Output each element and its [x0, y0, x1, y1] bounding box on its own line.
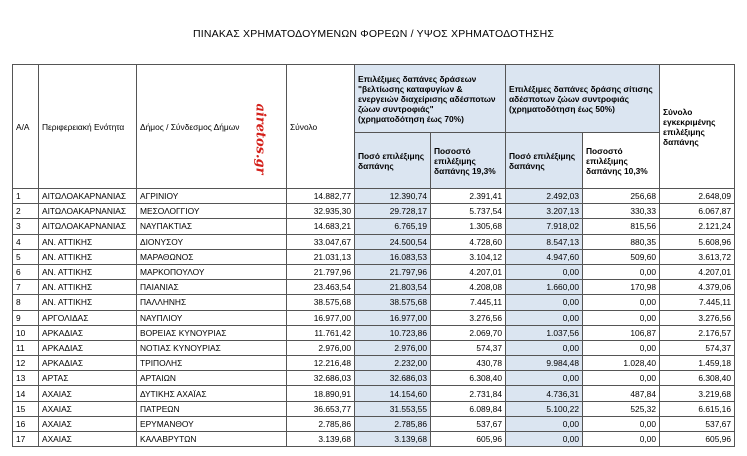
cell-municipality: ΝΑΥΠΛΙΟΥ: [137, 310, 287, 325]
cell-g2-amount: 9.984,48: [506, 356, 583, 371]
cell-region: ΑΝ. ΑΤΤΙΚΗΣ: [39, 295, 137, 310]
watermark-text: airetos.gr: [252, 103, 268, 175]
cell-g2-pct: 106,87: [583, 325, 660, 340]
cell-approved: 605,96: [660, 432, 735, 447]
cell-municipality: ΝΟΤΙΑΣ ΚΥΝΟΥΡΙΑΣ: [137, 340, 287, 355]
col-header-approved: Σύνολο εγκεκριμένης επιλέξιμης δαπάνης: [660, 65, 735, 189]
cell-approved: 5.608,96: [660, 234, 735, 249]
cell-total: 14.882,77: [287, 189, 355, 204]
cell-aa: 15: [13, 401, 39, 416]
cell-aa: 4: [13, 234, 39, 249]
cell-region: ΑΝ. ΑΤΤΙΚΗΣ: [39, 249, 137, 264]
col-header-g2-pct: Ποσοστό επιλέξιμης δαπάνης 10,3%: [583, 133, 660, 189]
cell-region: ΑΡΤΑΣ: [39, 371, 137, 386]
cell-g1-pct: 1.305,68: [431, 219, 506, 234]
cell-g2-amount: 0,00: [506, 310, 583, 325]
cell-region: ΑΙΤΩΛΟΑΚΑΡΝΑΝΙΑΣ: [39, 219, 137, 234]
cell-g2-pct: 256,68: [583, 189, 660, 204]
cell-region: ΑΙΤΩΛΟΑΚΑΡΝΑΝΙΑΣ: [39, 204, 137, 219]
cell-total: 11.761,42: [287, 325, 355, 340]
cell-municipality: ΚΑΛΑΒΡΥΤΩΝ: [137, 432, 287, 447]
cell-g2-amount: 0,00: [506, 295, 583, 310]
cell-approved: 7.445,11: [660, 295, 735, 310]
cell-g1-amount: 16.083,53: [355, 249, 431, 264]
cell-g2-amount: 2.492,03: [506, 189, 583, 204]
table-row: [13, 416, 735, 431]
cell-approved: 6.615,16: [660, 401, 735, 416]
col-header-group-feeding: Επιλέξιμες δαπάνες δράσης σίτισης αδέσποτων ζώων συντροφιάς (χρηματοδότηση έως 50%): [506, 65, 660, 133]
table-row: [13, 386, 735, 401]
cell-g1-amount: 2.976,00: [355, 340, 431, 355]
cell-total: 32.686,03: [287, 371, 355, 386]
cell-g2-pct: 0,00: [583, 371, 660, 386]
table-row: [13, 340, 735, 355]
col-header-g1-amount: Ποσό επιλέξιμης δαπάνης: [355, 133, 431, 189]
cell-aa: 7: [13, 280, 39, 295]
cell-g2-pct: 1.028,40: [583, 356, 660, 371]
cell-g1-amount: 24.500,54: [355, 234, 431, 249]
cell-region: ΑΝ. ΑΤΤΙΚΗΣ: [39, 280, 137, 295]
cell-g1-amount: 32.686,03: [355, 371, 431, 386]
cell-aa: 10: [13, 325, 39, 340]
cell-g2-pct: 0,00: [583, 310, 660, 325]
cell-municipality: ΜΑΡΑΘΩΝΟΣ: [137, 249, 287, 264]
page-title: ΠΙΝΑΚΑΣ ΧΡΗΜΑΤΟΔΟΥΜΕΝΩΝ ΦΟΡΕΩΝ / ΥΨΟΣ ΧΡΗΜΑΤΟΔΟΤΗΣΗΣ: [192, 28, 555, 40]
table-row: [13, 310, 735, 325]
col-header-group-shelters: Επιλέξιμες δαπάνες δράσεων "βελτίωσης καταφυγίων & ενεργειών διαχείρισης αδέσποτων ζώων συντροφιάς" (χρηματοδότηση έως 70%): [355, 65, 506, 133]
cell-municipality: ΑΡΤΑΙΩΝ: [137, 371, 287, 386]
cell-aa: 6: [13, 264, 39, 279]
cell-total: 14.683,21: [287, 219, 355, 234]
cell-g2-amount: 7.918,02: [506, 219, 583, 234]
cell-municipality: ΜΑΡΚΟΠΟΥΛΟΥ: [137, 264, 287, 279]
table-row: [13, 264, 735, 279]
table-row: [13, 234, 735, 249]
funding-table: [12, 64, 735, 447]
cell-total: 3.139,68: [287, 432, 355, 447]
cell-aa: 3: [13, 219, 39, 234]
cell-total: 12.216,48: [287, 356, 355, 371]
cell-aa: 2: [13, 204, 39, 219]
col-header-region: Περιφερειακή Ενότητα: [39, 65, 137, 189]
cell-municipality: ΔΥΤΙΚΗΣ ΑΧΑΪΑΣ: [137, 386, 287, 401]
cell-g2-pct: 525,32: [583, 401, 660, 416]
cell-g1-pct: 7.445,11: [431, 295, 506, 310]
cell-g2-amount: 0,00: [506, 371, 583, 386]
cell-g1-pct: 2.069,70: [431, 325, 506, 340]
cell-approved: 2.648,09: [660, 189, 735, 204]
cell-approved: 6.308,40: [660, 371, 735, 386]
cell-aa: 5: [13, 249, 39, 264]
table-row: [13, 371, 735, 386]
cell-g1-pct: 2.731,84: [431, 386, 506, 401]
cell-g1-pct: 605,96: [431, 432, 506, 447]
table-row: [13, 325, 735, 340]
watermark-logo: [252, 100, 268, 178]
col-header-g1-pct: Ποσοστό επιλέξιμης δαπάνης 19,3%: [431, 133, 506, 189]
cell-total: 18.890,91: [287, 386, 355, 401]
cell-aa: 9: [13, 310, 39, 325]
cell-g1-amount: 3.139,68: [355, 432, 431, 447]
table-body: [13, 189, 735, 447]
cell-aa: 14: [13, 386, 39, 401]
table-row: [13, 432, 735, 447]
cell-region: ΑΝ. ΑΤΤΙΚΗΣ: [39, 264, 137, 279]
cell-total: 21.031,13: [287, 249, 355, 264]
cell-g1-amount: 31.553,55: [355, 401, 431, 416]
table-row: [13, 295, 735, 310]
cell-g2-amount: 1.660,00: [506, 280, 583, 295]
cell-total: 16.977,00: [287, 310, 355, 325]
cell-region: ΑΡΚΑΔΙΑΣ: [39, 325, 137, 340]
cell-region: ΑΧΑΙΑΣ: [39, 432, 137, 447]
cell-g2-amount: 0,00: [506, 432, 583, 447]
cell-approved: 1.459,18: [660, 356, 735, 371]
cell-g1-amount: 6.765,19: [355, 219, 431, 234]
cell-municipality: ΜΕΣΟΛΟΓΓΙΟΥ: [137, 204, 287, 219]
cell-region: ΑΡΚΑΔΙΑΣ: [39, 356, 137, 371]
cell-aa: 11: [13, 340, 39, 355]
cell-municipality: ΝΑΥΠΑΚΤΙΑΣ: [137, 219, 287, 234]
cell-approved: 6.067,87: [660, 204, 735, 219]
cell-g2-amount: 3.207,13: [506, 204, 583, 219]
cell-municipality: ΕΡΥΜΑΝΘΟΥ: [137, 416, 287, 431]
cell-g1-amount: 21.797,96: [355, 264, 431, 279]
cell-g1-amount: 2.232,00: [355, 356, 431, 371]
cell-approved: 574,37: [660, 340, 735, 355]
table-row: [13, 189, 735, 204]
cell-approved: 537,67: [660, 416, 735, 431]
cell-aa: 16: [13, 416, 39, 431]
cell-approved: 2.176,57: [660, 325, 735, 340]
cell-municipality: ΑΓΡΙΝΙΟΥ: [137, 189, 287, 204]
cell-total: 21.797,96: [287, 264, 355, 279]
cell-g2-amount: 0,00: [506, 416, 583, 431]
cell-municipality: ΤΡΙΠΟΛΗΣ: [137, 356, 287, 371]
cell-g1-amount: 29.728,17: [355, 204, 431, 219]
cell-g1-amount: 12.390,74: [355, 189, 431, 204]
cell-g2-pct: 0,00: [583, 416, 660, 431]
cell-g1-amount: 38.575,68: [355, 295, 431, 310]
cell-total: 38.575,68: [287, 295, 355, 310]
cell-municipality: ΠΑΛΛΗΝΗΣ: [137, 295, 287, 310]
cell-approved: 3.613,72: [660, 249, 735, 264]
cell-approved: 4.379,06: [660, 280, 735, 295]
cell-g2-pct: 487,84: [583, 386, 660, 401]
cell-g1-pct: 3.104,12: [431, 249, 506, 264]
cell-aa: 8: [13, 295, 39, 310]
cell-g1-amount: 21.803,54: [355, 280, 431, 295]
cell-g2-pct: 815,56: [583, 219, 660, 234]
table-row: [13, 401, 735, 416]
cell-g2-pct: 509,60: [583, 249, 660, 264]
cell-g1-pct: 2.391,41: [431, 189, 506, 204]
cell-region: ΑΙΤΩΛΟΑΚΑΡΝΑΝΙΑΣ: [39, 189, 137, 204]
cell-g2-pct: 0,00: [583, 264, 660, 279]
col-header-municipality: Δήμος / Σύνδεσμος Δήμων: [137, 65, 287, 189]
cell-g2-pct: 0,00: [583, 295, 660, 310]
cell-aa: 1: [13, 189, 39, 204]
table-row: [13, 204, 735, 219]
cell-region: ΑΡΓΟΛΙΔΑΣ: [39, 310, 137, 325]
cell-region: ΑΧΑΙΑΣ: [39, 416, 137, 431]
cell-municipality: ΔΙΟΝΥΣΟΥ: [137, 234, 287, 249]
cell-g2-amount: 4.947,60: [506, 249, 583, 264]
cell-g1-pct: 3.276,56: [431, 310, 506, 325]
cell-approved: 3.276,56: [660, 310, 735, 325]
cell-total: 33.047,67: [287, 234, 355, 249]
cell-region: ΑΧΑΙΑΣ: [39, 386, 137, 401]
cell-total: 36.653,77: [287, 401, 355, 416]
cell-total: 2.785,86: [287, 416, 355, 431]
cell-g2-amount: 5.100,22: [506, 401, 583, 416]
cell-aa: 13: [13, 371, 39, 386]
table-row: [13, 280, 735, 295]
table-row: [13, 219, 735, 234]
cell-approved: 3.219,68: [660, 386, 735, 401]
col-header-total: Σύνολο: [287, 65, 355, 189]
cell-g2-pct: 170,98: [583, 280, 660, 295]
table-row: [13, 249, 735, 264]
cell-g2-pct: 0,00: [583, 340, 660, 355]
cell-g2-pct: 0,00: [583, 432, 660, 447]
cell-g2-amount: 4.736,31: [506, 386, 583, 401]
cell-municipality: ΠΑΙΑΝΙΑΣ: [137, 280, 287, 295]
cell-g1-amount: 16.977,00: [355, 310, 431, 325]
cell-total: 2.976,00: [287, 340, 355, 355]
cell-g2-pct: 880,35: [583, 234, 660, 249]
cell-g2-pct: 330,33: [583, 204, 660, 219]
cell-aa: 17: [13, 432, 39, 447]
cell-aa: 12: [13, 356, 39, 371]
cell-g1-pct: 574,37: [431, 340, 506, 355]
cell-g1-amount: 14.154,60: [355, 386, 431, 401]
cell-g1-pct: 537,67: [431, 416, 506, 431]
cell-region: ΑΡΚΑΔΙΑΣ: [39, 340, 137, 355]
cell-g1-pct: 6.308,40: [431, 371, 506, 386]
cell-g2-amount: 1.037,56: [506, 325, 583, 340]
cell-g1-amount: 10.723,86: [355, 325, 431, 340]
col-header-g2-amount: Ποσό επιλέξιμης δαπάνης: [506, 133, 583, 189]
cell-g1-pct: 4.728,60: [431, 234, 506, 249]
cell-g1-pct: 6.089,84: [431, 401, 506, 416]
col-header-aa: Α/Α: [13, 65, 39, 189]
cell-g1-amount: 2.785,86: [355, 416, 431, 431]
table-row: [13, 356, 735, 371]
cell-g1-pct: 5.737,54: [431, 204, 506, 219]
cell-region: ΑΧΑΙΑΣ: [39, 401, 137, 416]
cell-g1-pct: 4.208,08: [431, 280, 506, 295]
cell-g2-amount: 8.547,13: [506, 234, 583, 249]
cell-g1-pct: 4.207,01: [431, 264, 506, 279]
cell-total: 23.463,54: [287, 280, 355, 295]
cell-g2-amount: 0,00: [506, 340, 583, 355]
cell-g2-amount: 0,00: [506, 264, 583, 279]
cell-region: ΑΝ. ΑΤΤΙΚΗΣ: [39, 234, 137, 249]
cell-approved: 4.207,01: [660, 264, 735, 279]
cell-municipality: ΠΑΤΡΕΩΝ: [137, 401, 287, 416]
cell-g1-pct: 430,78: [431, 356, 506, 371]
cell-approved: 2.121,24: [660, 219, 735, 234]
cell-municipality: ΒΟΡΕΙΑΣ ΚΥΝΟΥΡΙΑΣ: [137, 325, 287, 340]
cell-total: 32.935,30: [287, 204, 355, 219]
